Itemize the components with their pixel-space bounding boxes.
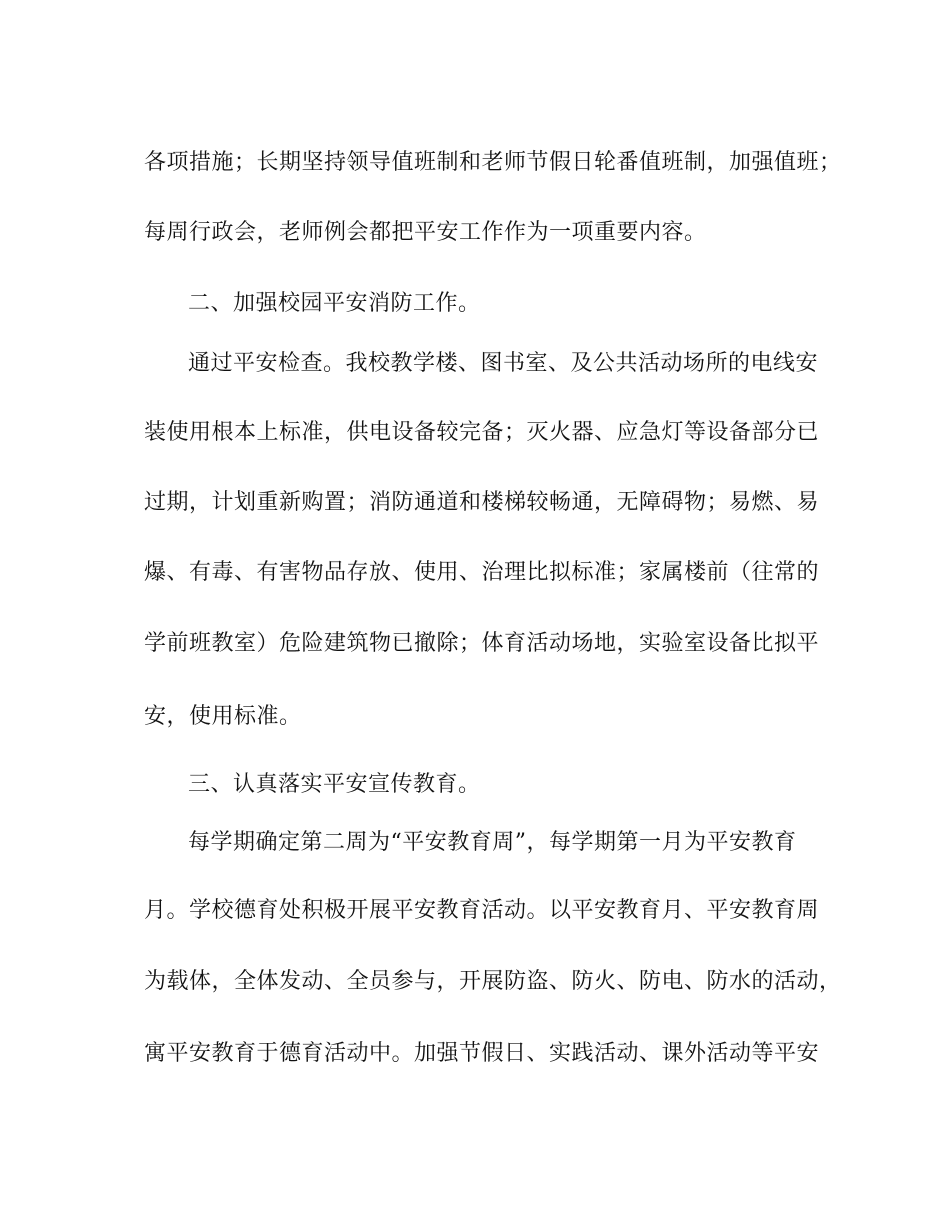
text-line: 爆、有毒、有害物品存放、使用、治理比拟标准；家属楼前（往常的 bbox=[144, 560, 820, 585]
section-heading: 三、认真落实平安宣传教育。 bbox=[188, 772, 481, 797]
text-line: 各项措施；长期坚持领导值班制和老师节假日轮番值班制，加强值班； bbox=[144, 150, 842, 175]
text-line: 月。学校德育处积极开展平安教育活动。以平安教育月、平安教育周 bbox=[144, 898, 820, 923]
text-line: 安，使用标准。 bbox=[144, 704, 302, 729]
text-line: 学前班教室）危险建筑物已撤除；体育活动场地，实验室设备比拟平 bbox=[144, 631, 820, 656]
text-line: 每周行政会，老师例会都把平安工作作为一项重要内容。 bbox=[144, 220, 707, 245]
text-line: 通过平安检查。我校教学楼、图书室、及公共活动场所的电线安 bbox=[188, 351, 819, 376]
section-heading: 二、加强校园平安消防工作。 bbox=[188, 291, 481, 316]
text-line: 过期，计划重新购置；消防通道和楼梯较畅通，无障碍物；易燃、易 bbox=[144, 490, 820, 515]
text-line: 每学期确定第二周为“平安教育周”，每学期第一月为平安教育 bbox=[188, 830, 797, 855]
text-line: 寓平安教育于德育活动中。加强节假日、实践活动、课外活动等平安 bbox=[144, 1041, 820, 1066]
text-line: 为载体，全体发动、全员参与，开展防盗、防火、防电、防水的活动， bbox=[144, 969, 842, 994]
text-line: 装使用根本上标准，供电设备较完备；灭火器、应急灯等设备部分已 bbox=[144, 420, 820, 445]
